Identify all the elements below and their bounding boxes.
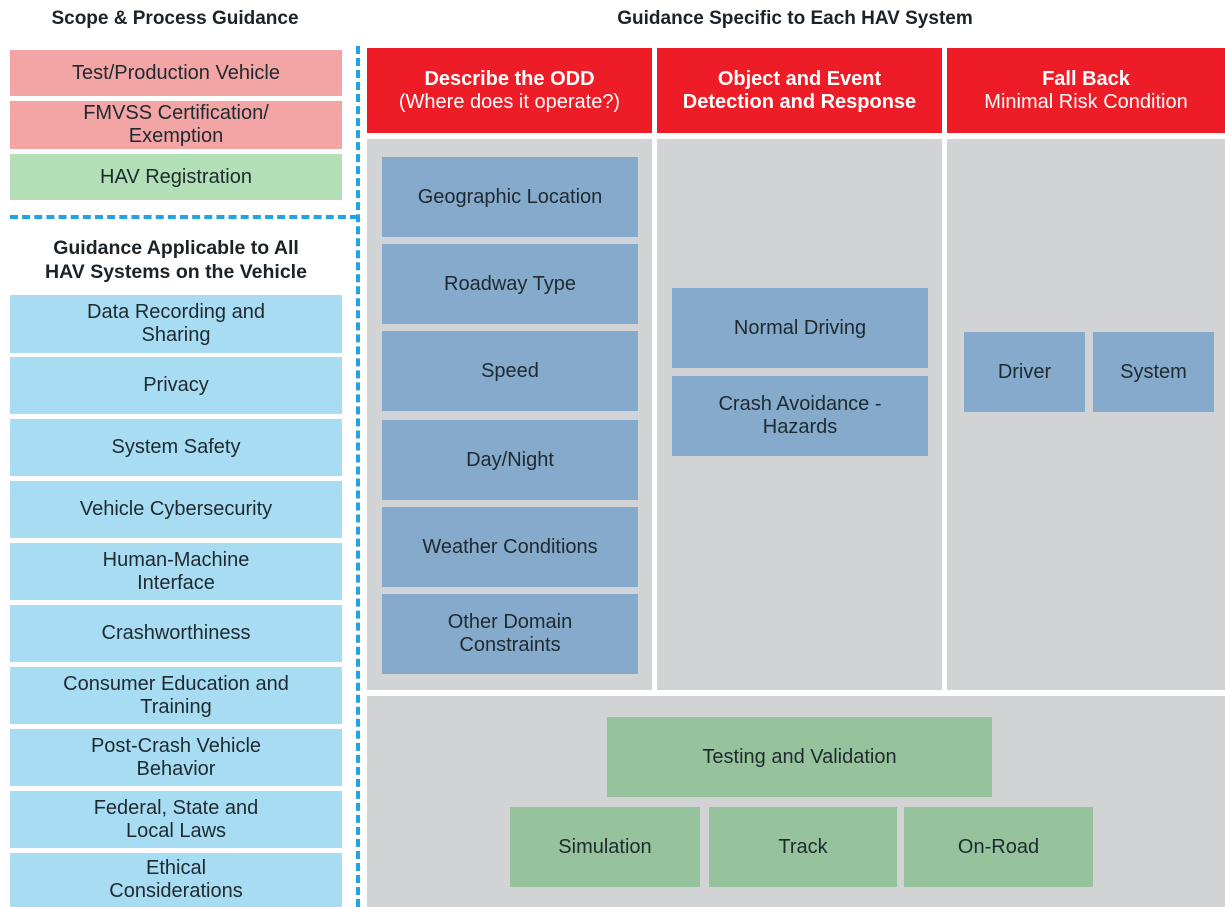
all-systems-heading: Guidance Applicable to All HAV Systems on the Vehicle bbox=[45, 237, 307, 283]
odd-item-roadway-type: Roadway Type bbox=[382, 244, 638, 324]
column-header-odd: Describe the ODD (Where does it operate?) bbox=[367, 48, 652, 133]
testing-item-simulation: Simulation bbox=[510, 807, 700, 887]
horizontal-divider bbox=[10, 215, 358, 219]
vertical-divider bbox=[356, 46, 360, 907]
odd-item-speed: Speed bbox=[382, 331, 638, 411]
all-systems-item-data-recording: Data Recording and Sharing bbox=[10, 295, 342, 353]
all-systems-item-system-safety: System Safety bbox=[10, 419, 342, 476]
scope-item-hav-registration: HAV Registration bbox=[10, 154, 342, 200]
fall-back-item-driver: Driver bbox=[964, 332, 1085, 412]
odd-item-other-domain-constraints: Other Domain Constraints bbox=[382, 594, 638, 674]
all-systems-item-consumer-education: Consumer Education and Training bbox=[10, 667, 342, 724]
all-systems-item-ethical-considerations: Ethical Considerations bbox=[10, 853, 342, 907]
testing-item-on-road: On-Road bbox=[904, 807, 1093, 887]
odd-item-day-night: Day/Night bbox=[382, 420, 638, 500]
column-header-fall-back: Fall Back Minimal Risk Condition bbox=[947, 48, 1225, 133]
all-systems-item-laws: Federal, State and Local Laws bbox=[10, 791, 342, 848]
scope-item-test-production-vehicle: Test/Production Vehicle bbox=[10, 50, 342, 96]
scope-heading: Scope & Process Guidance bbox=[51, 8, 299, 29]
column-header-oedr: Object and Event Detection and Response bbox=[657, 48, 942, 133]
fall-back-item-system: System bbox=[1093, 332, 1214, 412]
all-systems-item-privacy: Privacy bbox=[10, 357, 342, 414]
odd-item-weather-conditions: Weather Conditions bbox=[382, 507, 638, 587]
testing-item-track: Track bbox=[709, 807, 897, 887]
specific-heading: Guidance Specific to Each HAV System bbox=[617, 8, 973, 29]
all-systems-item-human-machine-interface: Human-Machine Interface bbox=[10, 543, 342, 600]
all-systems-item-crashworthiness: Crashworthiness bbox=[10, 605, 342, 662]
odd-item-geographic-location: Geographic Location bbox=[382, 157, 638, 237]
all-systems-item-post-crash-behavior: Post-Crash Vehicle Behavior bbox=[10, 729, 342, 786]
oedr-item-crash-avoidance: Crash Avoidance - Hazards bbox=[672, 376, 928, 456]
oedr-item-normal-driving: Normal Driving bbox=[672, 288, 928, 368]
all-systems-item-vehicle-cybersecurity: Vehicle Cybersecurity bbox=[10, 481, 342, 538]
scope-item-fmvss-certification: FMVSS Certification/ Exemption bbox=[10, 101, 342, 149]
fall-back-panel bbox=[947, 139, 1225, 690]
testing-validation-box: Testing and Validation bbox=[607, 717, 992, 797]
